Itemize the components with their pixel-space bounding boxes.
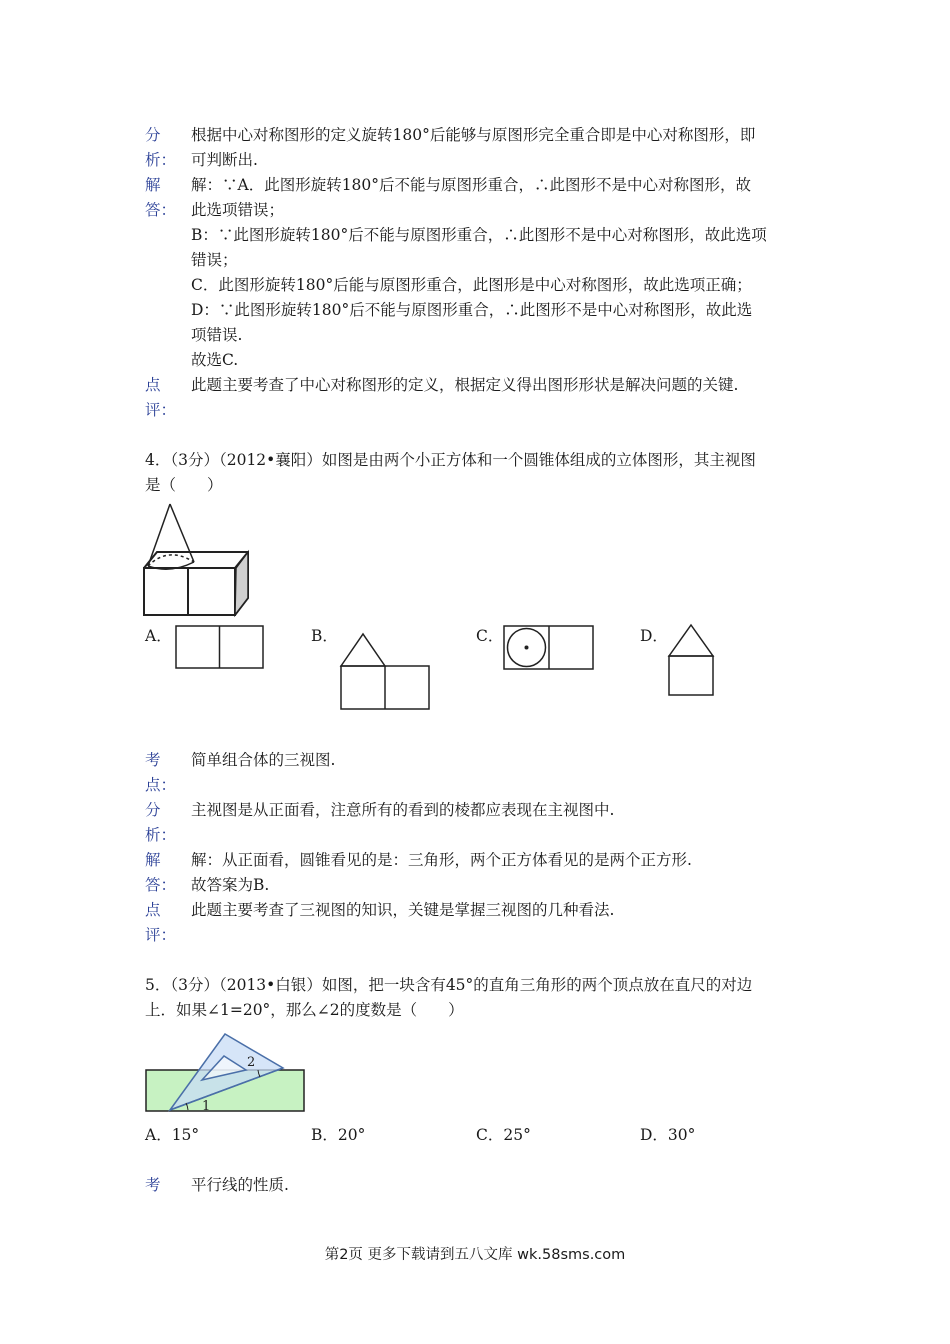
analysis-text: 主视图是从正面看，注意所有的看到的棱都应表现在主视图中. [191, 801, 615, 819]
angle-1-label: 1 [202, 1099, 211, 1114]
answer-label: 解 答： [145, 851, 177, 894]
point-text: 简单组合体的三视图. [191, 751, 336, 769]
q4-option-c-label: C． [476, 627, 504, 645]
right-cube-front [188, 568, 235, 615]
point-text: 平行线的性质. [191, 1176, 289, 1194]
q4-option-d-label: D． [640, 627, 668, 645]
answer-text: 解：∵A．此图形旋转180°后不能与原图形重合，∴此图形不是中心对称图形，故 此选项错误； B：∵此图形旋转180°后不能与原图形重合，∴此图形不是中心对称图形，故此选项 错误； C．此图形旋转180°后能与原图形重合，此图形是中心对称图形，故此选项正确； D：∵此图形旋转180°后不能与原图形重合，∴此图形不是中心对称图形，故此选 项错误. 故选C. [191, 176, 767, 369]
point-label: 考 [145, 1176, 161, 1194]
q4-stem: 4．（3分）（2012•襄阳）如图是由两个小正方体和一个圆锥体组成的立体图形，其主视图 是（ ） [145, 451, 756, 494]
q4-solid-figure [140, 500, 255, 620]
analysis-label: 分 析： [145, 126, 177, 169]
answer-text: 解：从正面看，圆锥看见的是：三角形，两个正方体看见的是两个正方形. 故答案为B. [191, 851, 692, 894]
analysis-label: 分 析： [145, 801, 177, 844]
left-cube-front [144, 568, 188, 615]
answer-label: 解 答： [145, 176, 177, 219]
cone-left-edge [148, 504, 170, 566]
q5-option-d: D．30° [640, 1126, 696, 1144]
q5-stem: 5．（3分）（2013•白银）如图，把一块含有45°的直角三角形的两个顶点放在直尺的对边 上．如果∠1=20°，那么∠2的度数是（ ） [145, 976, 753, 1019]
analysis-text: 根据中心对称图形的定义旋转180°后能够与原图形完全重合即是中心对称图形，即 可判断出. [191, 126, 756, 169]
point-label: 考 点： [145, 751, 177, 794]
angle-2-label: 2 [247, 1055, 256, 1070]
q5-option-a: A．15° [145, 1126, 200, 1144]
q4-option-a-label: A． [145, 627, 172, 645]
comment-text: 此题主要考查了中心对称图形的定义，根据定义得出图形形状是解决问题的关键. [191, 376, 739, 394]
page-footer: 第2页 更多下载请到五八文库 wk.58sms.com [324, 1247, 626, 1263]
q4-option-c-figure [503, 625, 595, 670]
comment-label: 点 评： [145, 376, 177, 419]
cube-shaded-side [235, 552, 248, 615]
q5-option-b: B．20° [311, 1126, 366, 1144]
cubes-top-side [144, 552, 248, 615]
comment-text: 此题主要考查了三视图的知识，关键是掌握三视图的几种看法. [191, 901, 615, 919]
q4-option-a-figure [175, 625, 265, 670]
q5-ruler-triangle-figure [140, 1030, 310, 1115]
q4-option-b-figure [339, 632, 432, 712]
comment-label: 点 评： [145, 901, 177, 944]
cone-right-edge [170, 504, 194, 562]
q4-option-d-figure [667, 623, 717, 697]
q5-option-c: C．25° [476, 1126, 531, 1144]
q4-option-b-label: B． [311, 627, 338, 645]
